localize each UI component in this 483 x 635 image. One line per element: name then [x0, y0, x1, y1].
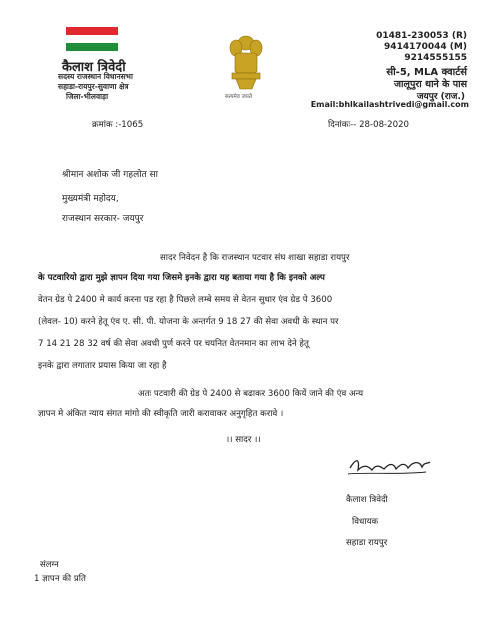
flag-white-stripe: [66, 35, 118, 43]
address-line-2: जालूपुरा थाने के पास: [394, 79, 467, 90]
body-line-6: इनके द्वारा लगातार प्रयास किया जा रहा है: [38, 361, 167, 371]
body-line-4: (लेवल- 10) करने हेतू एंव ए. सी. पी. योजना के अन्तर्गत 9 18 27 की सेवा अवधी के स्थान पर: [38, 317, 339, 327]
state-emblem-icon: [226, 33, 266, 95]
signatory-title: विधायक: [352, 517, 379, 527]
letterhead-designation: सदस्य राजस्थान विधानसभा: [58, 72, 133, 81]
handwritten-signature: [346, 456, 432, 482]
reference-value: 1065: [121, 120, 144, 130]
closing-salutation: ।। सादर ।।: [226, 435, 261, 445]
letterhead-constituency: सहाडा-रायपुर-सुवाणा क्षेत्र: [58, 82, 129, 91]
email-address[interactable]: Email:bhlkailashtrivedi@gmail.com: [310, 100, 469, 109]
body-line-3: वेतन ग्रेड पे 2400 मे कार्य करना पड रहा है पिछले लम्बे समय से वेतन सुधार एंव ग्रेड पे 3600: [38, 295, 333, 305]
enclosure-label: संलग्न: [40, 560, 59, 570]
phone-residence: 01481-230053 (R): [376, 31, 467, 41]
letterhead-district: जिला-भीलवाड़ा: [66, 92, 109, 101]
body-line-1: सादर निवेदन है कि राजस्थान पटवार संघ शाखा सहाडा रायपुर: [160, 253, 350, 263]
recipient-office: राजस्थान सरकार- जयपुर: [62, 214, 144, 224]
party-flag: [66, 27, 118, 51]
body-line-5: 7 14 21 28 32 वर्ष की सेवा अवधी पुर्ण करने पर चयनित वेतनमान का लाभ देने हेतू: [38, 339, 309, 349]
flag-green-stripe: [66, 43, 118, 51]
phone-alternate: 9214555155: [404, 53, 467, 63]
date-value: 28-08-2020: [359, 120, 410, 130]
phone-mobile: 9414170044 (M): [384, 42, 467, 52]
request-line-1: अतः पटवारी की ग्रेड पे 2400 से बढाकर 3600 कियें जाने की एंव अन्य: [138, 389, 364, 399]
recipient-title: मुख्यमंत्री महोदय,: [62, 194, 119, 204]
letter-date: [328, 118, 409, 130]
letterhead-name: कैलाश त्रिवेदी: [62, 60, 126, 75]
recipient-name: श्रीमान अशोक जी गहलोत सा: [62, 170, 158, 180]
emblem-caption: सत्यमेव जयते: [225, 94, 253, 100]
body-line-2: के पटवारियो द्वारा मुझे ज्ञापन दिया गया जिसमे इनके द्वारा यह बताया गया है कि इनको अल्प: [38, 273, 325, 283]
date-label: दिनांकः--: [328, 120, 357, 130]
request-line-2: ज्ञापन मे अंकित न्याय संगत मांगो की स्वीकृति जारी करावाकर अनुगृहित करावे ।: [38, 409, 284, 419]
signatory-constituency: सहाडा रायपुर: [346, 538, 388, 548]
flag-red-stripe: [66, 27, 118, 35]
address-line-1: सी-5, MLA क्वार्टर्स: [386, 67, 467, 78]
reference-label: क्रमांक :-: [92, 120, 122, 130]
reference-number: [92, 118, 143, 130]
address-line-3: जयपुर (राज.): [416, 92, 465, 102]
enclosure-item: 1 ज्ञापन की प्रति: [34, 574, 86, 584]
signatory-name: कैलाश त्रिवेदी: [346, 495, 388, 505]
